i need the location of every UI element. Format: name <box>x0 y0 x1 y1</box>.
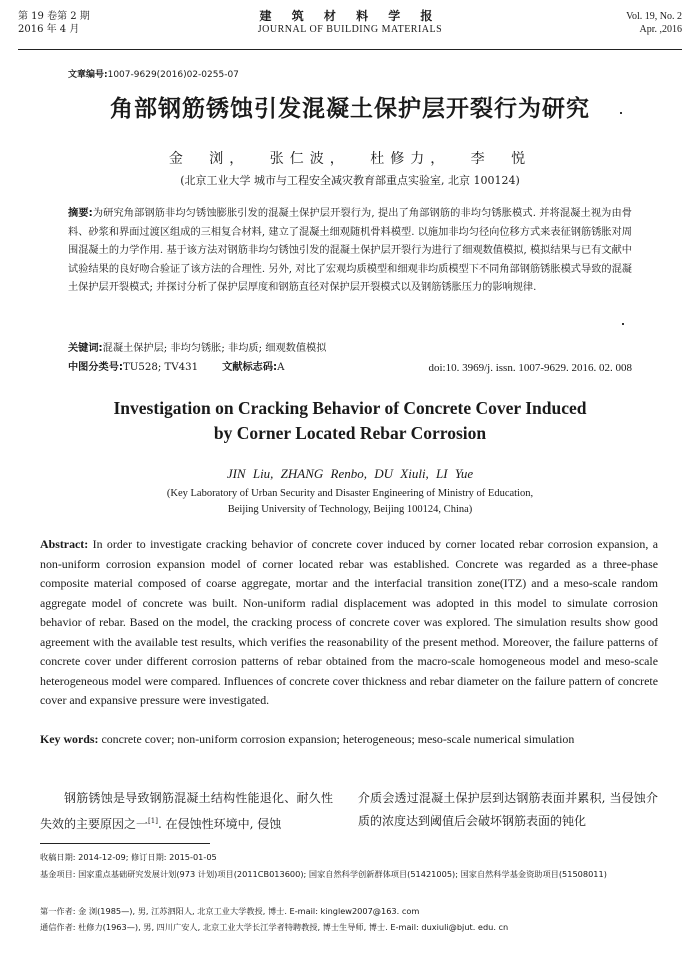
keywords-en-text: concrete cover; non-uniform corrosion expansion; heterogeneous; meso-scale numerical simulation <box>101 732 575 746</box>
keywords-cn-text: 混凝土保护层; 非均匀锈胀; 非均质; 细观数值模拟 <box>102 343 327 354</box>
footnote-corresponding: 通信作者: 杜修力(1963—), 男, 四川广安人, 北京工业大学长江学者特聘教授, 博士生导师, 博士. E-mail: duxiuli@bjut. edu. cn <box>40 922 509 932</box>
abstract-en-text: In order to investigate cracking behavior of concrete cover induced by corner located rebar corrosion expansion, a non-uniform corrosion expansion model of corner located rebar was established. Concrete was regarded as a three-phase composite material composed of coarse aggregate, mortar and the interfacial transition zone(ITZ) and a meso-scale random aggregate model of concrete was built. Non-uniform radial displacement was adopted in this model to simulate corrosion behavior of rebar. Based on the model, the cracking process of concrete cover was explored. The simulation results show good agreement with the available test results, which verifies the reasonability of the present method. Moreover, the failure patterns of concrete cover under different corrosion patterns of rebar obtained from the macro-scale homogeneous model and meso-scale heterogeneous model were compared. Influences of concrete cover thickness and rebar diameter on the failure pattern of concrete cover and expansive pressure were investigated. <box>40 537 658 707</box>
scan-speck <box>620 112 622 114</box>
abstract-cn <box>68 205 632 298</box>
doi-label: doi: <box>428 362 446 374</box>
classification-line <box>68 361 632 375</box>
keywords-en <box>40 730 658 750</box>
article-number-value: 1007-9629(2016)02-0255-07 <box>107 70 239 80</box>
title-en-line2: by Corner Located Rebar Corrosion <box>213 423 487 443</box>
footnote-first-author: 第一作者: 金 浏(1985—), 男, 江苏泗阳人, 北京工业大学教授, 博士. E-mail: kinglew2007@163. com <box>40 906 420 916</box>
abstract-cn-text: 为研究角部钢筋非均匀锈蚀膨胀引发的混凝土保护层开裂行为, 提出了角部钢筋的非均匀锈胀模式. 并将混凝土视为由骨料、砂浆和界面过渡区组成的三相复合材料, 建立了混凝土细观随机骨料模型. 以施加非均匀径向位移方式来表征钢筋锈胀对周围混凝土的力学作用. 基于该方法对钢筋非均匀锈蚀引发的混凝土保护层开裂行为进行了细观数值模拟, 模拟结果与已有文献中试验结果的良好吻合验证了该方法的合理性. 另外, 对比了宏观均质模型和细观非均质模型下不同角部钢筋锈胀模式导致的混凝土保护层开裂模式; 并探讨分析了保护层厚度和钢筋直径对保护层开裂模式以及钢筋锈胀压力的影响规律. <box>68 208 633 293</box>
body-column-left <box>40 787 333 836</box>
doccode-value: A <box>277 362 285 373</box>
clc-label: 中图分类号: <box>68 362 124 373</box>
keywords-cn-label: 关键词: <box>68 343 103 354</box>
title-en <box>80 396 620 446</box>
header-rule <box>18 49 682 50</box>
issue-date-en: Apr. ,2016 <box>639 24 682 35</box>
article-number <box>68 67 239 80</box>
affiliation-en-line2: Beijing University of Technology, Beijing 100124, China) <box>227 504 473 515</box>
affiliation-cn: (北京工业大学 城市与工程安全减灾教育部重点实验室, 北京 100124) <box>180 174 520 187</box>
volume-issue-en: Vol. 19, No. 2 <box>626 11 682 22</box>
article-number-label: 文章编号: <box>68 70 108 80</box>
footnote-fund: 基金项目: 国家重点基础研究发展计划(973 计划)项目(2011CB013600); 国家自然科学创新群体项目(51421005); 国家自然科学基金资助项目(51508011) <box>40 869 607 879</box>
journal-header <box>18 10 682 52</box>
volume-info-en <box>626 10 682 36</box>
issue-date: 2016 年 4 月 <box>18 24 80 35</box>
abstract-en <box>40 535 658 711</box>
journal-name-cn: 建 筑 材 料 学 报 <box>259 9 441 23</box>
keywords-cn <box>68 342 632 356</box>
keywords-en-label: Key words: <box>40 732 99 746</box>
journal-name <box>18 10 682 36</box>
footnote-received: 收稿日期: 2014-12-09; 修订日期: 2015-01-05 <box>40 852 217 862</box>
doccode-label: 文献标志码: <box>222 362 278 373</box>
journal-name-en: JOURNAL OF BUILDING MATERIALS <box>257 24 443 35</box>
body-column-right: 介质会透过混凝土保护层到达钢筋表面并累积, 当侵蚀介质的浓度达到阈值后会破坏钢筋表面的钝化 <box>358 791 658 828</box>
affiliation-en-line1: (Key Laboratory of Urban Security and Disaster Engineering of Ministry of Education, <box>166 488 534 499</box>
authors-en: JIN Liu, ZHANG Renbo, DU Xiuli, LI Yue <box>226 466 474 481</box>
title-en-line1: Investigation on Cracking Behavior of Concrete Cover Induced <box>113 398 587 418</box>
footnote-rule <box>40 843 210 844</box>
affiliation-en <box>0 486 700 518</box>
scan-speck <box>622 323 624 325</box>
doi[interactable] <box>428 361 632 375</box>
citation-link[interactable]: [1] <box>148 817 158 825</box>
doi-value: 10. 3969/j. issn. 1007-9629. 2016. 02. 008 <box>445 362 632 374</box>
abstract-cn-label: 摘要: <box>68 208 93 219</box>
body-left-tail: . 在侵蚀性环境中, 侵蚀 <box>157 817 282 831</box>
body-left-text: 钢筋锈蚀是导致钢筋混凝土结构性能退化、耐久性失效的主要原因之一 <box>40 791 333 831</box>
authors-cn: 金 浏， 张仁波， 杜修力， 李 悦 <box>168 151 532 167</box>
abstract-en-label: Abstract: <box>40 537 89 551</box>
clc-value: TU528; TV431 <box>123 362 199 373</box>
volume-issue: 第 19 卷第 2 期 <box>18 11 90 22</box>
page-title: 角部钢筋锈蚀引发混凝土保护层开裂行为研究 <box>110 96 590 122</box>
